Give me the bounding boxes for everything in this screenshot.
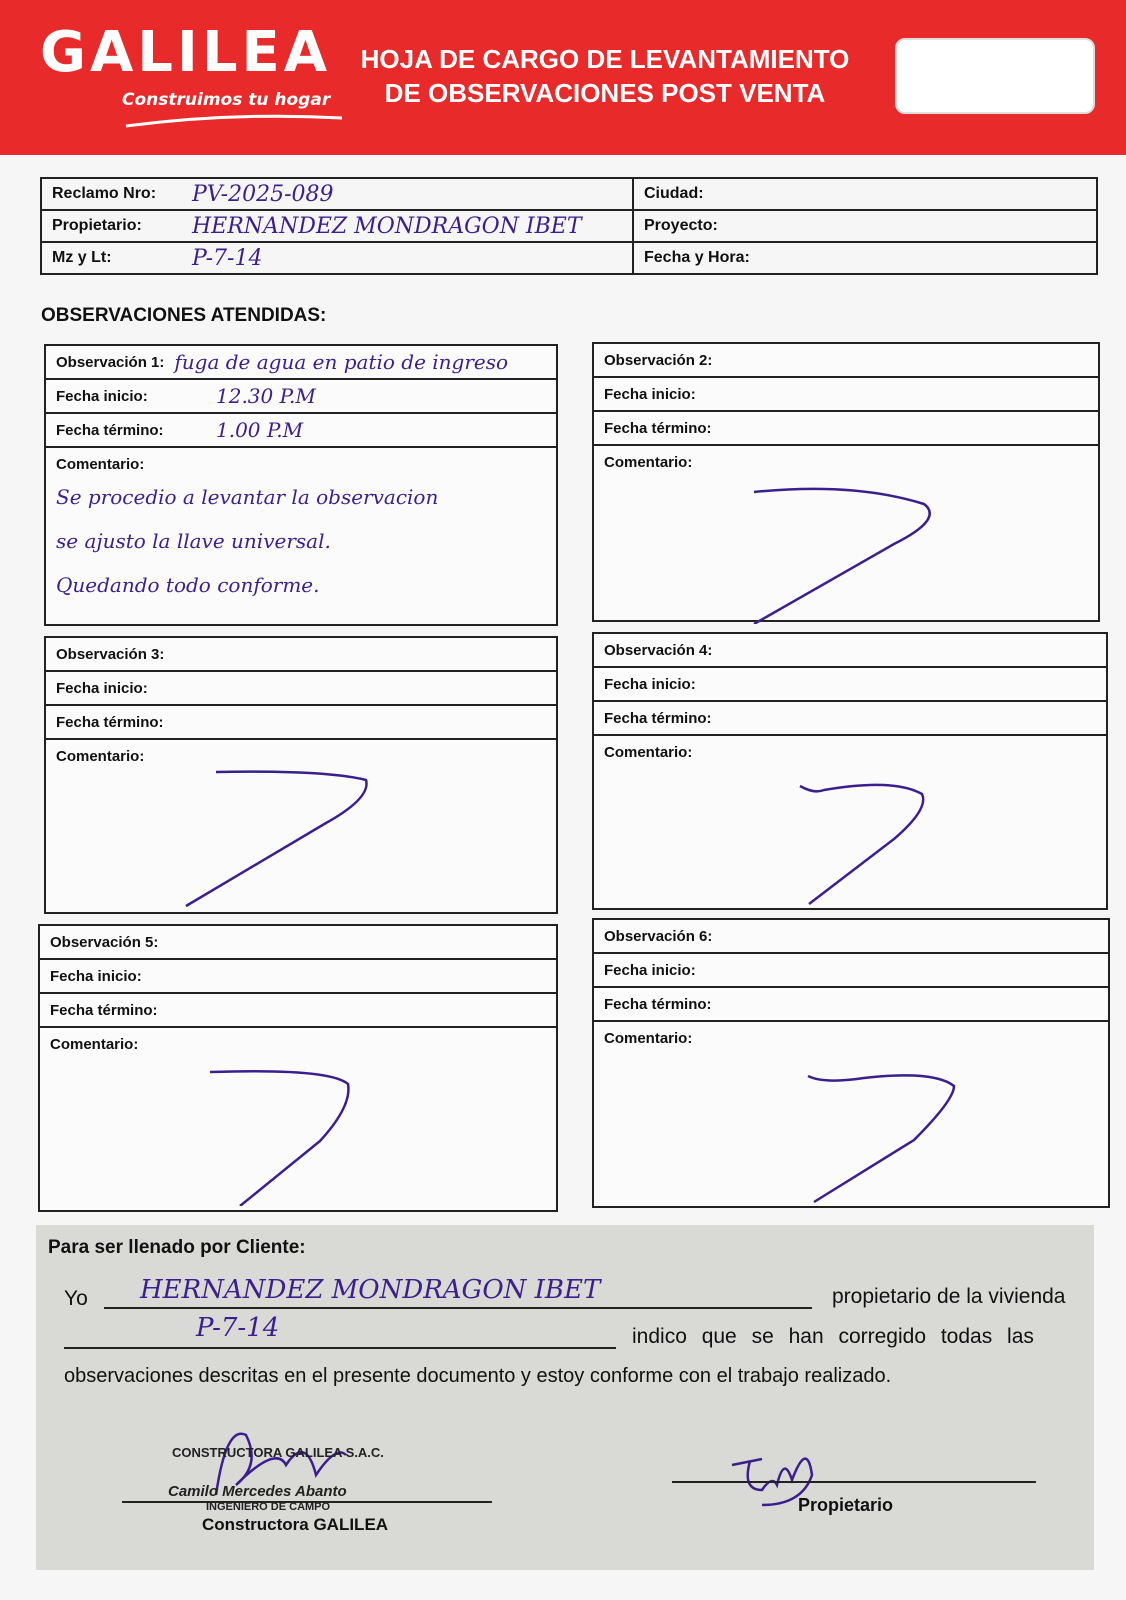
- observation-4-start: Fecha inicio:: [594, 668, 1106, 702]
- comment-line-3: Quedando todo conforme.: [56, 573, 320, 597]
- observation-6-end: Fecha término:: [594, 988, 1108, 1022]
- observation-1-value: fuga de agua en patio de ingreso: [174, 350, 509, 374]
- observation-1-comment: Comentario: Se procedio a levantar la observacion se ajusto la llave universal. Quedando todo conforme.: [46, 448, 556, 613]
- observation-3-start: Fecha inicio:: [46, 672, 556, 706]
- owner-signature-line: [672, 1481, 1036, 1483]
- engineer-signature-label: Constructora GALILEA: [202, 1515, 389, 1534]
- propietario-value: HERNANDEZ MONDRAGON IBET: [182, 210, 633, 242]
- reclamo-value: PV-2025-089: [182, 178, 633, 210]
- text-observaciones: observaciones descritas en el presente documento y estoy conforme con el trabajo realizado.: [64, 1365, 892, 1387]
- observation-2-comment: Comentario:: [604, 454, 693, 471]
- engineer-signature-block: [166, 1415, 496, 1555]
- observation-box-6: [592, 918, 1110, 1208]
- observation-4-label: Observación 4:: [594, 634, 1106, 668]
- title-line-2: DE OBSERVACIONES POST VENTA: [384, 78, 826, 108]
- mzlt-label: Mz y Lt:: [41, 242, 182, 274]
- claim-info-table: [40, 177, 1098, 275]
- client-name-value: HERNANDEZ MONDRAGON IBET: [140, 1275, 601, 1305]
- stamp-company: CONSTRUCTORA GALILEA S.A.C.: [172, 1445, 384, 1460]
- observation-2-start: Fecha inicio:: [594, 378, 1098, 412]
- observation-5-end: Fecha término:: [40, 994, 556, 1028]
- client-lot-value: P-7-14: [196, 1313, 280, 1343]
- reclamo-label: Reclamo Nro:: [41, 178, 182, 210]
- logo-swoosh-icon: [124, 114, 344, 128]
- logo-tagline: Construimos tu hogar: [122, 90, 331, 110]
- void-strike-icon: [804, 1060, 974, 1205]
- observation-5-start: Fecha inicio:: [40, 960, 556, 994]
- void-strike-icon: [200, 1066, 370, 1206]
- observation-1-start: Fecha inicio: 12.30 P.M: [46, 380, 556, 414]
- section-title: OBSERVACIONES ATENDIDAS:: [41, 305, 327, 326]
- lot-underline: [64, 1347, 616, 1349]
- client-heading: Para ser llenado por Cliente:: [48, 1237, 306, 1258]
- observation-1-row: [46, 346, 556, 380]
- observation-1-label: Observación 1:: [56, 353, 165, 371]
- observation-box-1: [44, 344, 558, 626]
- stamp-name: Camilo Mercedes Abanto: [168, 1483, 347, 1500]
- proyecto-label: Proyecto:: [633, 210, 1097, 242]
- logo-text: GALILEA: [40, 20, 332, 85]
- observation-4-comment: Comentario:: [604, 744, 693, 761]
- observation-2-end: Fecha término:: [594, 412, 1098, 446]
- observation-box-3: [44, 636, 558, 914]
- mzlt-value: P-7-14: [182, 242, 633, 274]
- propietario-label: Propietario:: [41, 210, 182, 242]
- ciudad-label: Ciudad:: [633, 178, 1097, 210]
- observation-3-label: Observación 3:: [46, 638, 556, 672]
- observation-6-label: Observación 6:: [594, 920, 1108, 954]
- void-strike-icon: [744, 474, 954, 624]
- void-strike-icon: [794, 774, 944, 909]
- observation-box-2: [592, 342, 1100, 622]
- text-propietario: propietario de la vivienda: [832, 1285, 1066, 1308]
- owner-signature-block: [672, 1415, 1052, 1555]
- observation-6-start: Fecha inicio:: [594, 954, 1108, 988]
- owner-signature-label: Propietario: [798, 1495, 894, 1515]
- observation-box-5: [38, 924, 558, 1212]
- yo-label: Yo: [64, 1287, 88, 1310]
- observation-3-comment: Comentario:: [56, 748, 145, 765]
- observation-3-end: Fecha término:: [46, 706, 556, 740]
- name-underline: [104, 1307, 812, 1309]
- stamp-role: INGENIERO DE CAMPO: [206, 1501, 331, 1513]
- title-line-1: HOJA DE CARGO DE LEVANTAMIENTO: [360, 44, 850, 74]
- observation-6-comment: Comentario:: [604, 1030, 693, 1047]
- client-section: [36, 1225, 1094, 1570]
- observation-5-comment: Comentario:: [50, 1036, 139, 1053]
- fecha-hora-label: Fecha y Hora:: [633, 242, 1097, 274]
- observation-5-label: Observación 5:: [40, 926, 556, 960]
- observation-1-end: Fecha término: 1.00 P.M: [46, 414, 556, 448]
- comment-line-2: se ajusto la llave universal.: [56, 529, 331, 553]
- document-title: [355, 42, 855, 110]
- observation-4-end: Fecha término:: [594, 702, 1106, 736]
- text-indico: indico que se han corregido todas las: [632, 1325, 1034, 1348]
- code-box: [895, 38, 1095, 114]
- engineer-signature-line: [122, 1501, 492, 1503]
- comment-line-1: Se procedio a levantar la observacion: [56, 485, 439, 509]
- galilea-logo: [40, 20, 340, 130]
- observation-2-label: Observación 2:: [594, 344, 1098, 378]
- observation-box-4: [592, 632, 1108, 910]
- void-strike-icon: [176, 768, 376, 908]
- header-bar: [0, 0, 1126, 155]
